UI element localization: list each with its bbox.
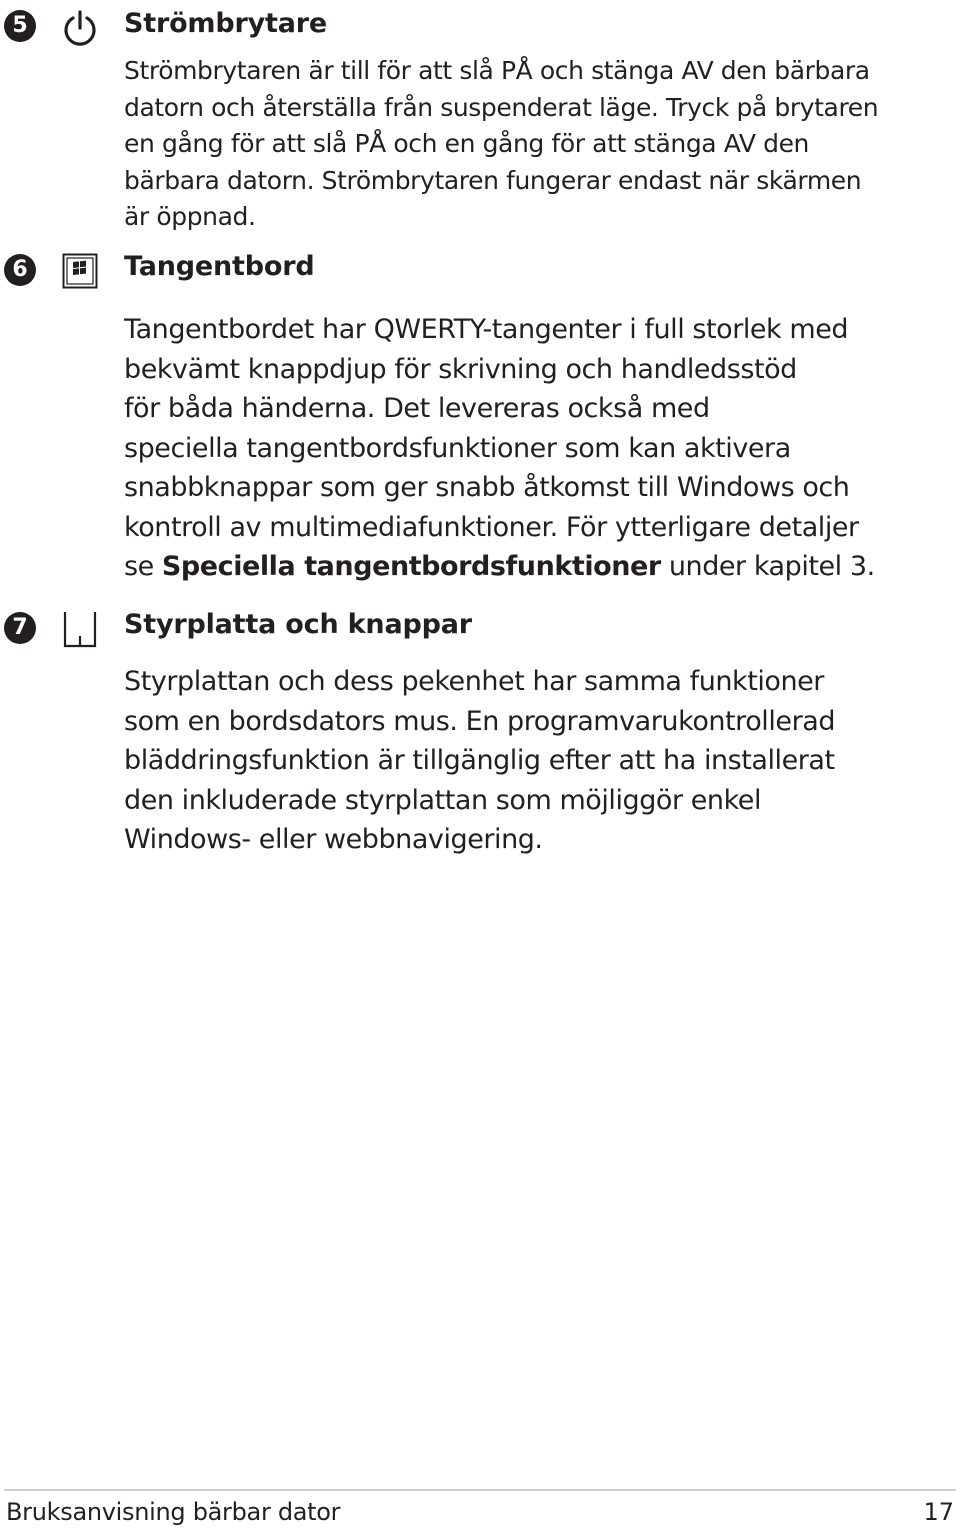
section-number-badge: 5 xyxy=(4,10,36,42)
body-text: se xyxy=(124,551,162,582)
body-line: Tangentbordet har QWERTY-tangenter i full storlek med xyxy=(124,314,849,345)
chapter-reference: Speciella tangentbordsfunktioner xyxy=(161,551,661,582)
body-line: bläddringsfunktion är tillgänglig efter att ha installerat xyxy=(124,745,835,776)
body-line-with-reference xyxy=(124,547,875,587)
power-icon xyxy=(62,10,98,52)
section-body xyxy=(124,662,835,860)
body-line: för båda händerna. Det levereras också med xyxy=(124,393,710,424)
body-line: datorn och återställa från suspenderat läge. Tryck på brytaren xyxy=(124,92,879,122)
body-line: bekvämt knappdjup för skrivning och handledsstöd xyxy=(124,353,797,385)
windows-keyboard-icon xyxy=(62,253,98,293)
body-line: Strömbrytaren är till för att slå PÅ och stänga AV den bärbara xyxy=(124,56,870,85)
section-body xyxy=(124,310,875,587)
body-line: bärbara datorn. Strömbrytaren fungerar endast när skärmen xyxy=(124,165,862,195)
section-number-badge: 7 xyxy=(4,612,36,644)
touchpad-icon xyxy=(62,611,98,653)
section-body xyxy=(124,53,878,236)
body-line: den inkluderade styrplattan som möjliggör enkel xyxy=(124,784,762,816)
body-line: en gång för att slå PÅ och en gång för att stänga AV den xyxy=(124,129,809,158)
body-line: speciella tangentbordsfunktioner som kan aktivera xyxy=(124,432,791,464)
section-heading: Tangentbord xyxy=(124,251,315,282)
section-heading: Styrplatta och knappar xyxy=(124,609,472,640)
footer-divider xyxy=(4,1489,956,1491)
body-line: som en bordsdators mus. En programvarukontrollerad xyxy=(124,705,836,737)
body-line: Styrplattan och dess pekenhet har samma funktioner xyxy=(124,666,824,697)
body-line: är öppnad. xyxy=(124,202,256,231)
footer-title: Bruksanvisning bärbar dator xyxy=(6,1498,341,1526)
section-number-badge: 6 xyxy=(4,254,36,286)
body-text: under kapitel 3. xyxy=(660,551,875,582)
page-number: 17 xyxy=(923,1498,954,1526)
body-line: snabbknappar som ger snabb åtkomst till Windows och xyxy=(124,472,850,503)
body-line: kontroll av multimediafunktioner. För ytterligare detaljer xyxy=(124,511,859,543)
section-heading: Strömbrytare xyxy=(124,8,327,39)
body-line: Windows- eller webbnavigering. xyxy=(124,824,543,855)
